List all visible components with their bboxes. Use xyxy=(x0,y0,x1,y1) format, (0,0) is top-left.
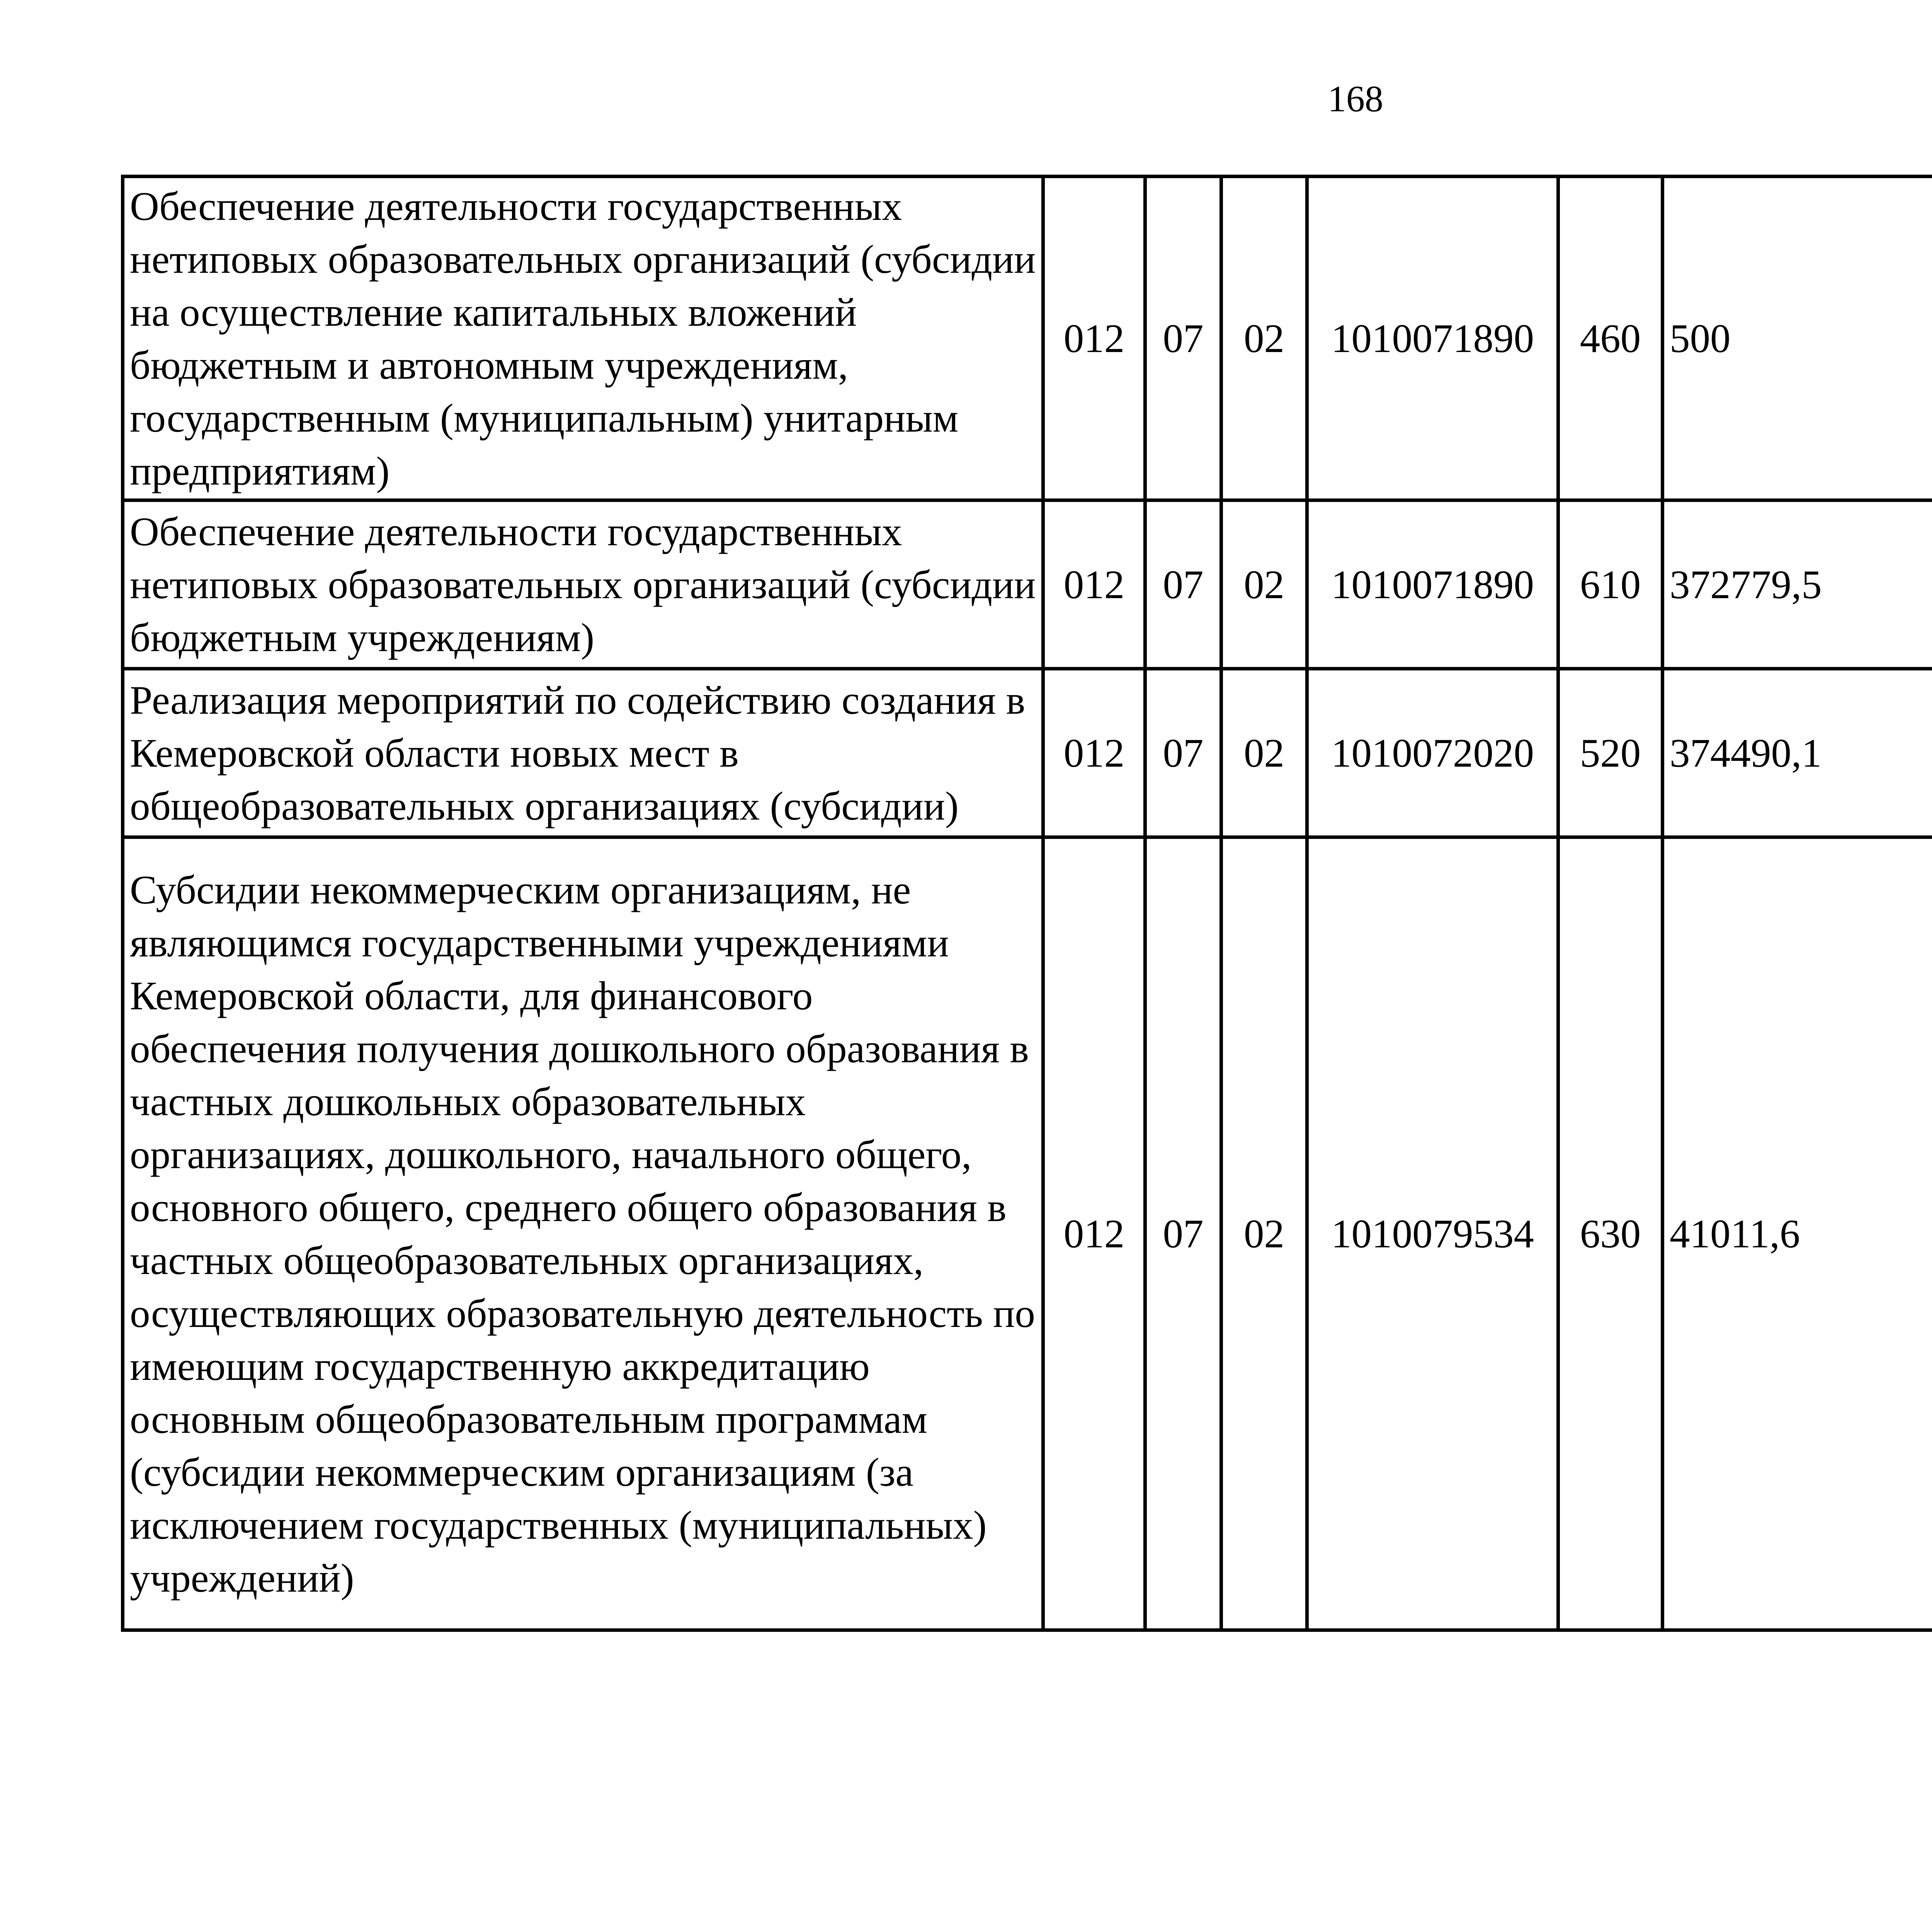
section-code-cell: 07 xyxy=(1145,837,1221,1630)
target-code-cell: 1010071890 xyxy=(1307,500,1558,669)
target-code-cell: 1010071890 xyxy=(1307,177,1558,500)
expense-type-cell: 610 xyxy=(1558,500,1663,669)
ministry-code-cell: 012 xyxy=(1043,500,1145,669)
subsection-code-cell: 02 xyxy=(1221,177,1307,500)
expense-type-cell: 460 xyxy=(1558,177,1663,500)
page-number: 168 xyxy=(1328,78,1383,119)
target-code-cell: 1010072020 xyxy=(1307,669,1558,837)
section-code-cell: 07 xyxy=(1145,669,1221,837)
amount-year-1-cell: 500 xyxy=(1663,177,1932,500)
table-row xyxy=(123,669,1932,837)
row-name-cell: Субсидии некоммерческим организациям, не являющимся государственными учреждениями Кемеровской области, для финансового обеспечения получения дошкольного образования в частных дошкольных образовательных организациях, дошкольного, начального общего, основного общего, среднего общего образования в частных общеобразовательных организациях, осуществляющих образовательную деятельность по имеющим государственную аккредитацию основным общеобразовательным программам (субсидии некоммерческим организациям (за исключением государственных (муниципальных) учреждений) xyxy=(123,837,1043,1630)
section-code-cell: 07 xyxy=(1145,177,1221,500)
amount-year-1-cell: 374490,1 xyxy=(1663,669,1932,837)
subsection-code-cell: 02 xyxy=(1221,669,1307,837)
row-name-cell: Обеспечение деятельности государственных нетиповых образовательных организаций (субсидии на осуществление капитальных вложений бюджетным и автономным учреждениям, государственным (муниципальным) унитарным предприятиям) xyxy=(123,177,1043,500)
budget-table xyxy=(121,175,1932,1632)
expense-type-cell: 520 xyxy=(1558,669,1663,837)
ministry-code-cell: 012 xyxy=(1043,837,1145,1630)
row-name-cell: Реализация мероприятий по содействию создания в Кемеровской области новых мест в общеобразовательных организациях (субсидии) xyxy=(123,669,1043,837)
subsection-code-cell: 02 xyxy=(1221,500,1307,669)
subsection-code-cell: 02 xyxy=(1221,837,1307,1630)
target-code-cell: 1010079534 xyxy=(1307,837,1558,1630)
table-row xyxy=(123,837,1932,1630)
amount-year-1-cell: 372779,5 xyxy=(1663,500,1932,669)
amount-year-1-cell: 41011,6 xyxy=(1663,837,1932,1630)
table-row xyxy=(123,177,1932,500)
table-row xyxy=(123,500,1932,669)
row-name-cell: Обеспечение деятельности государственных нетиповых образовательных организаций (субсидии бюджетным учреждениям) xyxy=(123,500,1043,669)
ministry-code-cell: 012 xyxy=(1043,177,1145,500)
expense-type-cell: 630 xyxy=(1558,837,1663,1630)
ministry-code-cell: 012 xyxy=(1043,669,1145,837)
section-code-cell: 07 xyxy=(1145,500,1221,669)
